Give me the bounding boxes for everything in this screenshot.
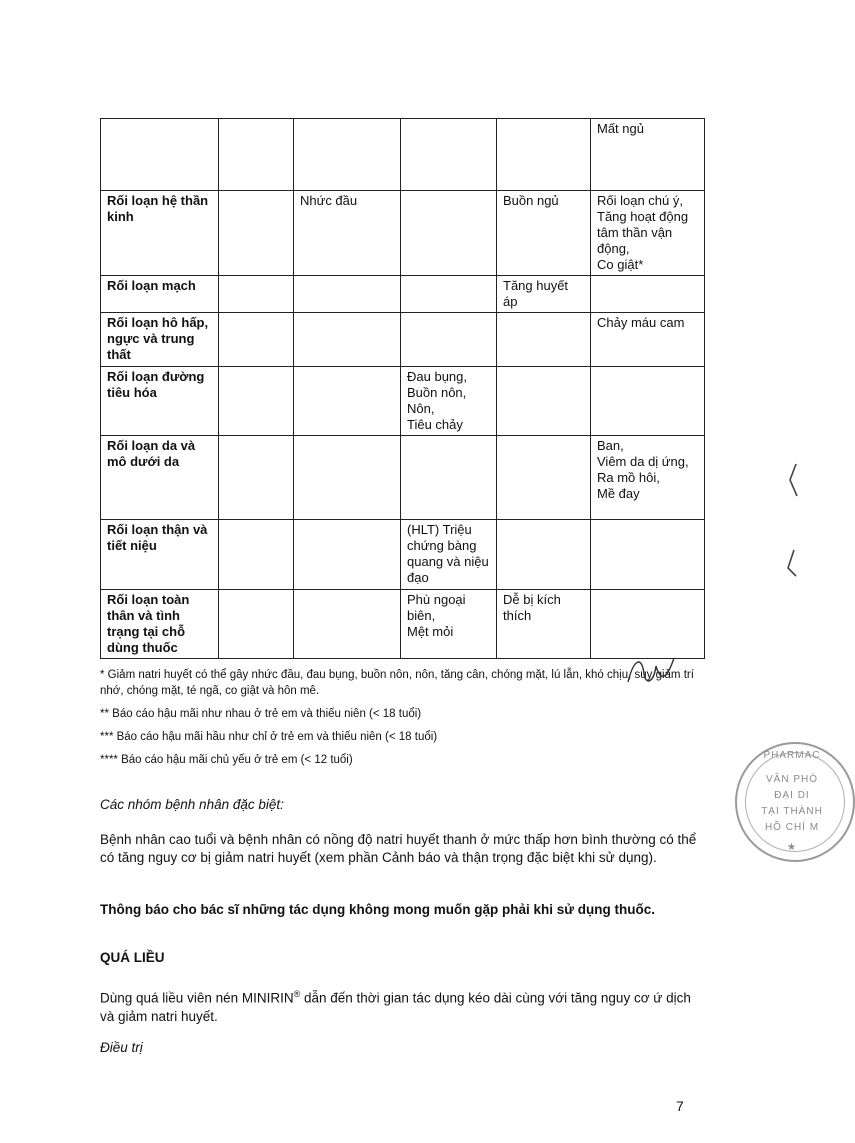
frequency-cell — [294, 191, 401, 276]
organ-class-cell: Rối loạn mạch — [101, 276, 219, 313]
cell-text: Nhức đầu — [300, 193, 358, 208]
footnotes — [100, 667, 710, 775]
cell-text: Mất ngủ — [597, 121, 644, 136]
special-groups-heading: Các nhóm bệnh nhân đặc biệt: — [100, 797, 284, 812]
table-row — [101, 590, 705, 659]
cell-text: Mề đay — [597, 486, 640, 501]
cell-text: Phù ngoại biên, — [407, 592, 466, 623]
frequency-cell — [219, 313, 294, 367]
treatment-heading: Điều trị — [100, 1040, 143, 1055]
frequency-cell — [219, 367, 294, 436]
cell-text: Rối loạn chú ý, — [597, 193, 683, 208]
footnote-4: **** Báo cáo hậu mãi chủ yếu ở trẻ em (< 12 tuổi) — [100, 754, 353, 766]
frequency-cell — [294, 313, 401, 367]
footnote-hyponatremia: * Giảm natri huyết có thể gây nhức đầu, đau bụng, buồn nôn, nôn, tăng cân, chóng mặt, lú lẫn, khó chịu, suy giảm trí nhớ, chóng mặt, té ngã, co giật và hôn mê. — [100, 669, 694, 697]
cell-text: Nôn, — [407, 401, 435, 416]
cell-text: Tăng huyết áp — [503, 278, 569, 309]
frequency-cell — [591, 276, 705, 313]
frequency-cell — [497, 436, 591, 520]
frequency-cell — [591, 520, 705, 590]
cell-text: Ban, — [597, 438, 624, 453]
frequency-cell — [401, 191, 497, 276]
organ-class-cell: Rối loạn hô hấp, ngực và trung thất — [101, 313, 219, 367]
table-row — [101, 367, 705, 436]
frequency-cell — [401, 520, 497, 590]
stamp-star: ★ — [787, 842, 797, 853]
frequency-cell — [219, 520, 294, 590]
notify-doctor-paragraph: Thông báo cho bác sĩ những tác dụng không mong muốn gặp phải khi sử dụng thuốc. — [100, 902, 656, 917]
frequency-cell — [219, 590, 294, 659]
cell-text: Viêm da dị ứng, — [597, 454, 689, 469]
special-groups-paragraph: Bệnh nhân cao tuổi và bệnh nhân có nồng độ natri huyết thanh ở mức thấp hơn bình thường có thể có tăng nguy cơ bị giảm natri huyết (xem phần Cảnh báo và thận trọng đặc biệt khi sử dụng). — [100, 832, 697, 865]
table-row — [101, 436, 705, 520]
frequency-cell — [591, 191, 705, 276]
frequency-cell — [497, 313, 591, 367]
frequency-cell — [401, 436, 497, 520]
organ-class-cell: Rối loạn hệ thần kinh — [101, 191, 219, 276]
table-row — [101, 520, 705, 590]
frequency-cell — [219, 119, 294, 191]
footnote-2: ** Báo cáo hậu mãi như nhau ở trẻ em và thiếu niên (< 18 tuổi) — [100, 708, 422, 720]
frequency-cell — [401, 590, 497, 659]
overdose-paragraph — [100, 985, 700, 1026]
frequency-cell — [497, 520, 591, 590]
stamp-inner-ring — [745, 752, 845, 852]
cell-text: Mệt mỏi — [407, 624, 454, 639]
cell-text: Tăng hoạt động tâm thần vận động, — [597, 209, 689, 256]
frequency-cell — [219, 436, 294, 520]
frequency-cell — [497, 119, 591, 191]
frequency-cell — [294, 367, 401, 436]
frequency-cell — [219, 191, 294, 276]
frequency-cell — [294, 520, 401, 590]
stamp-text-4: TẠI THÀNH — [761, 806, 823, 817]
frequency-cell — [497, 590, 591, 659]
table-row — [101, 313, 705, 367]
table-row — [101, 191, 705, 276]
pharmacy-stamp — [735, 742, 855, 862]
table-row — [101, 276, 705, 313]
frequency-cell — [219, 276, 294, 313]
organ-class-cell — [101, 119, 219, 191]
overdose-heading: QUÁ LIỀU — [100, 950, 165, 965]
frequency-cell — [591, 313, 705, 367]
cell-text: Buồn nôn, — [407, 385, 467, 400]
frequency-cell — [401, 367, 497, 436]
organ-class-cell: Rối loạn toàn thân và tình trạng tại chỗ dùng thuốc — [101, 590, 219, 659]
stamp-text-3: ĐẠI DI — [774, 790, 810, 801]
frequency-cell — [294, 119, 401, 191]
page-number: 7 — [676, 1098, 684, 1114]
stamp-text-2: VĂN PHÒ — [765, 774, 818, 785]
frequency-cell — [294, 590, 401, 659]
footnote-3: *** Báo cáo hậu mãi hầu như chỉ ở trẻ em và thiếu niên (< 18 tuổi) — [100, 731, 438, 743]
edge-mark — [786, 460, 800, 580]
cell-text: Ra mồ hôi, — [597, 470, 660, 485]
frequency-cell — [591, 590, 705, 659]
side-effects-table — [100, 118, 705, 659]
side-effects-table-body — [101, 119, 705, 659]
frequency-cell — [497, 191, 591, 276]
handwritten-mark — [620, 652, 680, 692]
table-row — [101, 119, 705, 191]
frequency-cell — [497, 367, 591, 436]
frequency-cell — [294, 276, 401, 313]
cell-text: Dễ bị kích thích — [503, 592, 561, 623]
cell-text: Co giật* — [597, 257, 644, 272]
cell-text: (HLT) Triệu chứng bàng quang và niệu đạo — [407, 522, 489, 585]
frequency-cell — [401, 119, 497, 191]
cell-text: Đau bụng, — [407, 369, 467, 384]
organ-class-cell: Rối loạn đường tiêu hóa — [101, 367, 219, 436]
frequency-cell — [591, 436, 705, 520]
organ-class-cell: Rối loạn thận và tiết niệu — [101, 520, 219, 590]
frequency-cell — [591, 119, 705, 191]
frequency-cell — [497, 276, 591, 313]
frequency-cell — [401, 276, 497, 313]
cell-text: Chảy máu cam — [597, 315, 685, 330]
overdose-text-end: dẫn đến thời gian tác dụng kéo dài cùng với tăng nguy cơ ứ dịch và giảm natri huyết. — [100, 990, 691, 1024]
frequency-cell — [294, 436, 401, 520]
organ-class-cell: Rối loạn da và mô dưới da — [101, 436, 219, 520]
cell-text: Tiêu chảy — [407, 417, 463, 432]
registered-mark: ® — [293, 989, 301, 999]
overdose-text-start: Dùng quá liều viên nén MINIRIN — [100, 990, 294, 1006]
stamp-text-5: HỒ CHÍ M — [764, 822, 820, 833]
frequency-cell — [591, 367, 705, 436]
cell-text: Buồn ngủ — [503, 193, 559, 208]
frequency-cell — [401, 313, 497, 367]
stamp-text-1: PHARMAC — [763, 750, 821, 761]
